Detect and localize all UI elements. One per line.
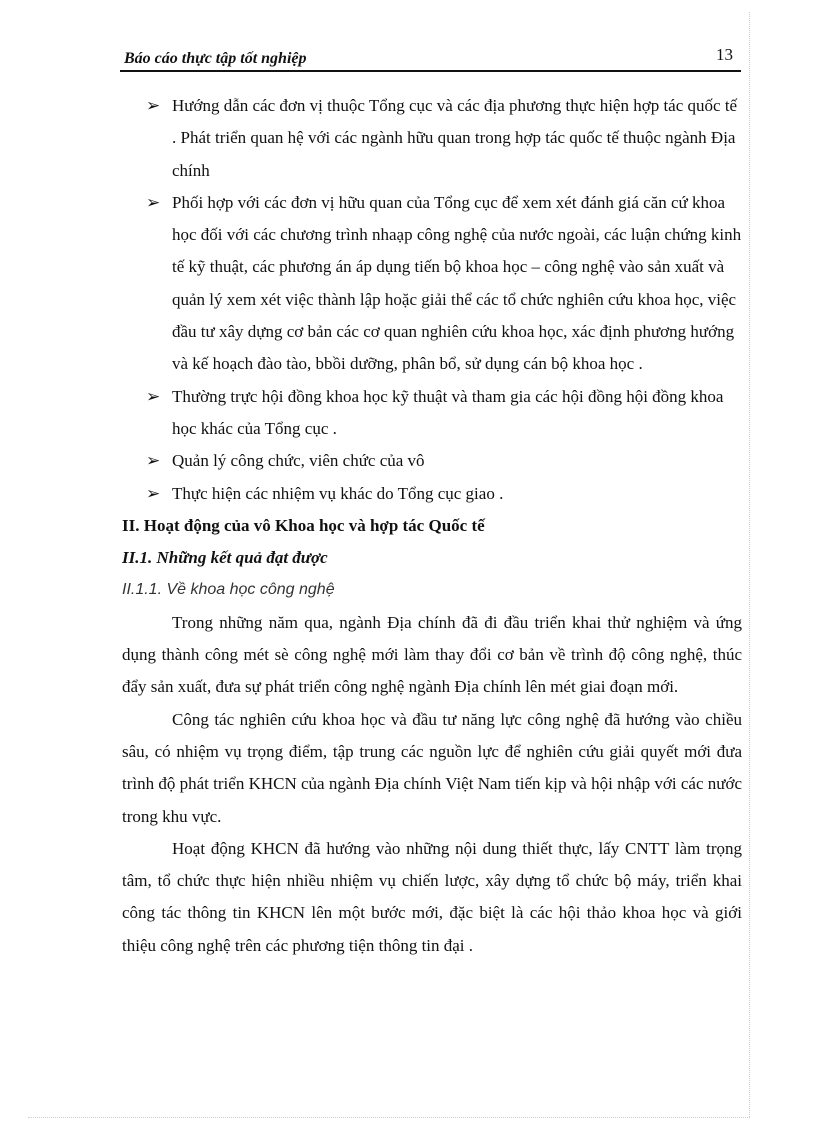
arrow-right-icon: ➢ — [146, 386, 161, 406]
list-item-text: Hướng dẫn các đơn vị thuộc Tổng cục và các địa phương thực hiện hợp tác quốc tế . Phát triển quan hệ với các ngành hữu quan trong hợp tác quốc tế thuộc ngành Địa chính — [172, 96, 738, 180]
subsection-heading: II.1. Những kết quả đạt được — [122, 548, 328, 568]
arrow-right-icon: ➢ — [146, 96, 161, 115]
arrow-right-icon: ➢ — [146, 451, 161, 471]
paragraph: Công tác nghiên cứu khoa học và đầu tư năng lực công nghệ đã hướng vào chiều sâu, có nhiệm vụ trọng điểm, tập trung các nguồn lực để nghiên cứu giải quyết mới đưa trình độ phát triển KHCN của ngành Địa chính Việt Nam tiến kịp và hội nhập với các nước trong khu vực. — [122, 709, 742, 826]
list-item-text: Thường trực hội đồng khoa học kỹ thuật và tham gia các hội đồng hội đồng khoa học khác của Tổng cục . — [172, 386, 724, 438]
list-item — [122, 187, 742, 381]
subsubsection-heading: II.1.1. Về khoa học công nghệ — [122, 581, 335, 599]
page-bottom-line — [28, 1117, 750, 1118]
page-margin-line — [749, 12, 750, 1117]
arrow-right-icon: ➢ — [146, 192, 161, 212]
bullet-list — [122, 90, 742, 510]
paragraph: Hoạt động KHCN đã hướng vào những nội dung thiết thực, lấy CNTT làm trọng tâm, tổ chức thực hiện nhiều nhiệm vụ chiến lược, xây dựng tổ chức bộ máy, triển khai công tác thông tin KHCN lên một bước mới, đặc biệt là các hội thảo khoa học và giới thiệu công nghệ trên các phương tiện thông tin đại . — [122, 838, 742, 955]
list-item — [122, 90, 742, 187]
paragraph: Trong những năm qua, ngành Địa chính đã đi đầu triển khai thử nghiệm và ứng dụng thành công mét sè công nghệ mới làm thay đổi cơ bản về trình độ công nghệ, thúc đẩy sản xuất, đưa sự phát triển công nghệ ngành Địa chính lên mét giai đoạn mới. — [122, 612, 742, 697]
list-item — [122, 445, 742, 477]
page-number: 13 — [716, 45, 733, 64]
header-rule — [120, 70, 741, 72]
header-title: Báo cáo thực tập tốt nghiệp — [124, 50, 307, 67]
list-item-text: Quản lý công chức, viên chức của vô — [172, 451, 425, 471]
list-item-text: Phối hợp với các đơn vị hữu quan của Tổng cục để xem xét đánh giá căn cứ khoa học đối với các chương trình nhaạp công nghệ của nước ngoài, các luận chứng kinh tế kỹ thuật, các phương án áp dụng tiến bộ khoa học – công nghệ vào sản xuất và quản lý xem xét việc thành lập hoặc giải thể các tổ chức nghiên cứu khoa học, việc đầu tư xây dựng cơ bản các cơ quan nghiên cứu khoa học, xác định phương hướng và kế hoạch đào tào, bbồi dưỡng, phân bổ, sử dụng cán bộ khoa học . — [172, 192, 742, 374]
list-item-text: Thực hiện các nhiệm vụ khác do Tổng cục giao . — [172, 483, 504, 503]
arrow-right-icon: ➢ — [146, 483, 161, 503]
document-body — [122, 90, 742, 962]
list-item — [122, 478, 742, 510]
list-item — [122, 381, 742, 446]
section-heading: II. Hoạt động của vô Khoa học và hợp tác Quốc tế — [122, 515, 485, 535]
